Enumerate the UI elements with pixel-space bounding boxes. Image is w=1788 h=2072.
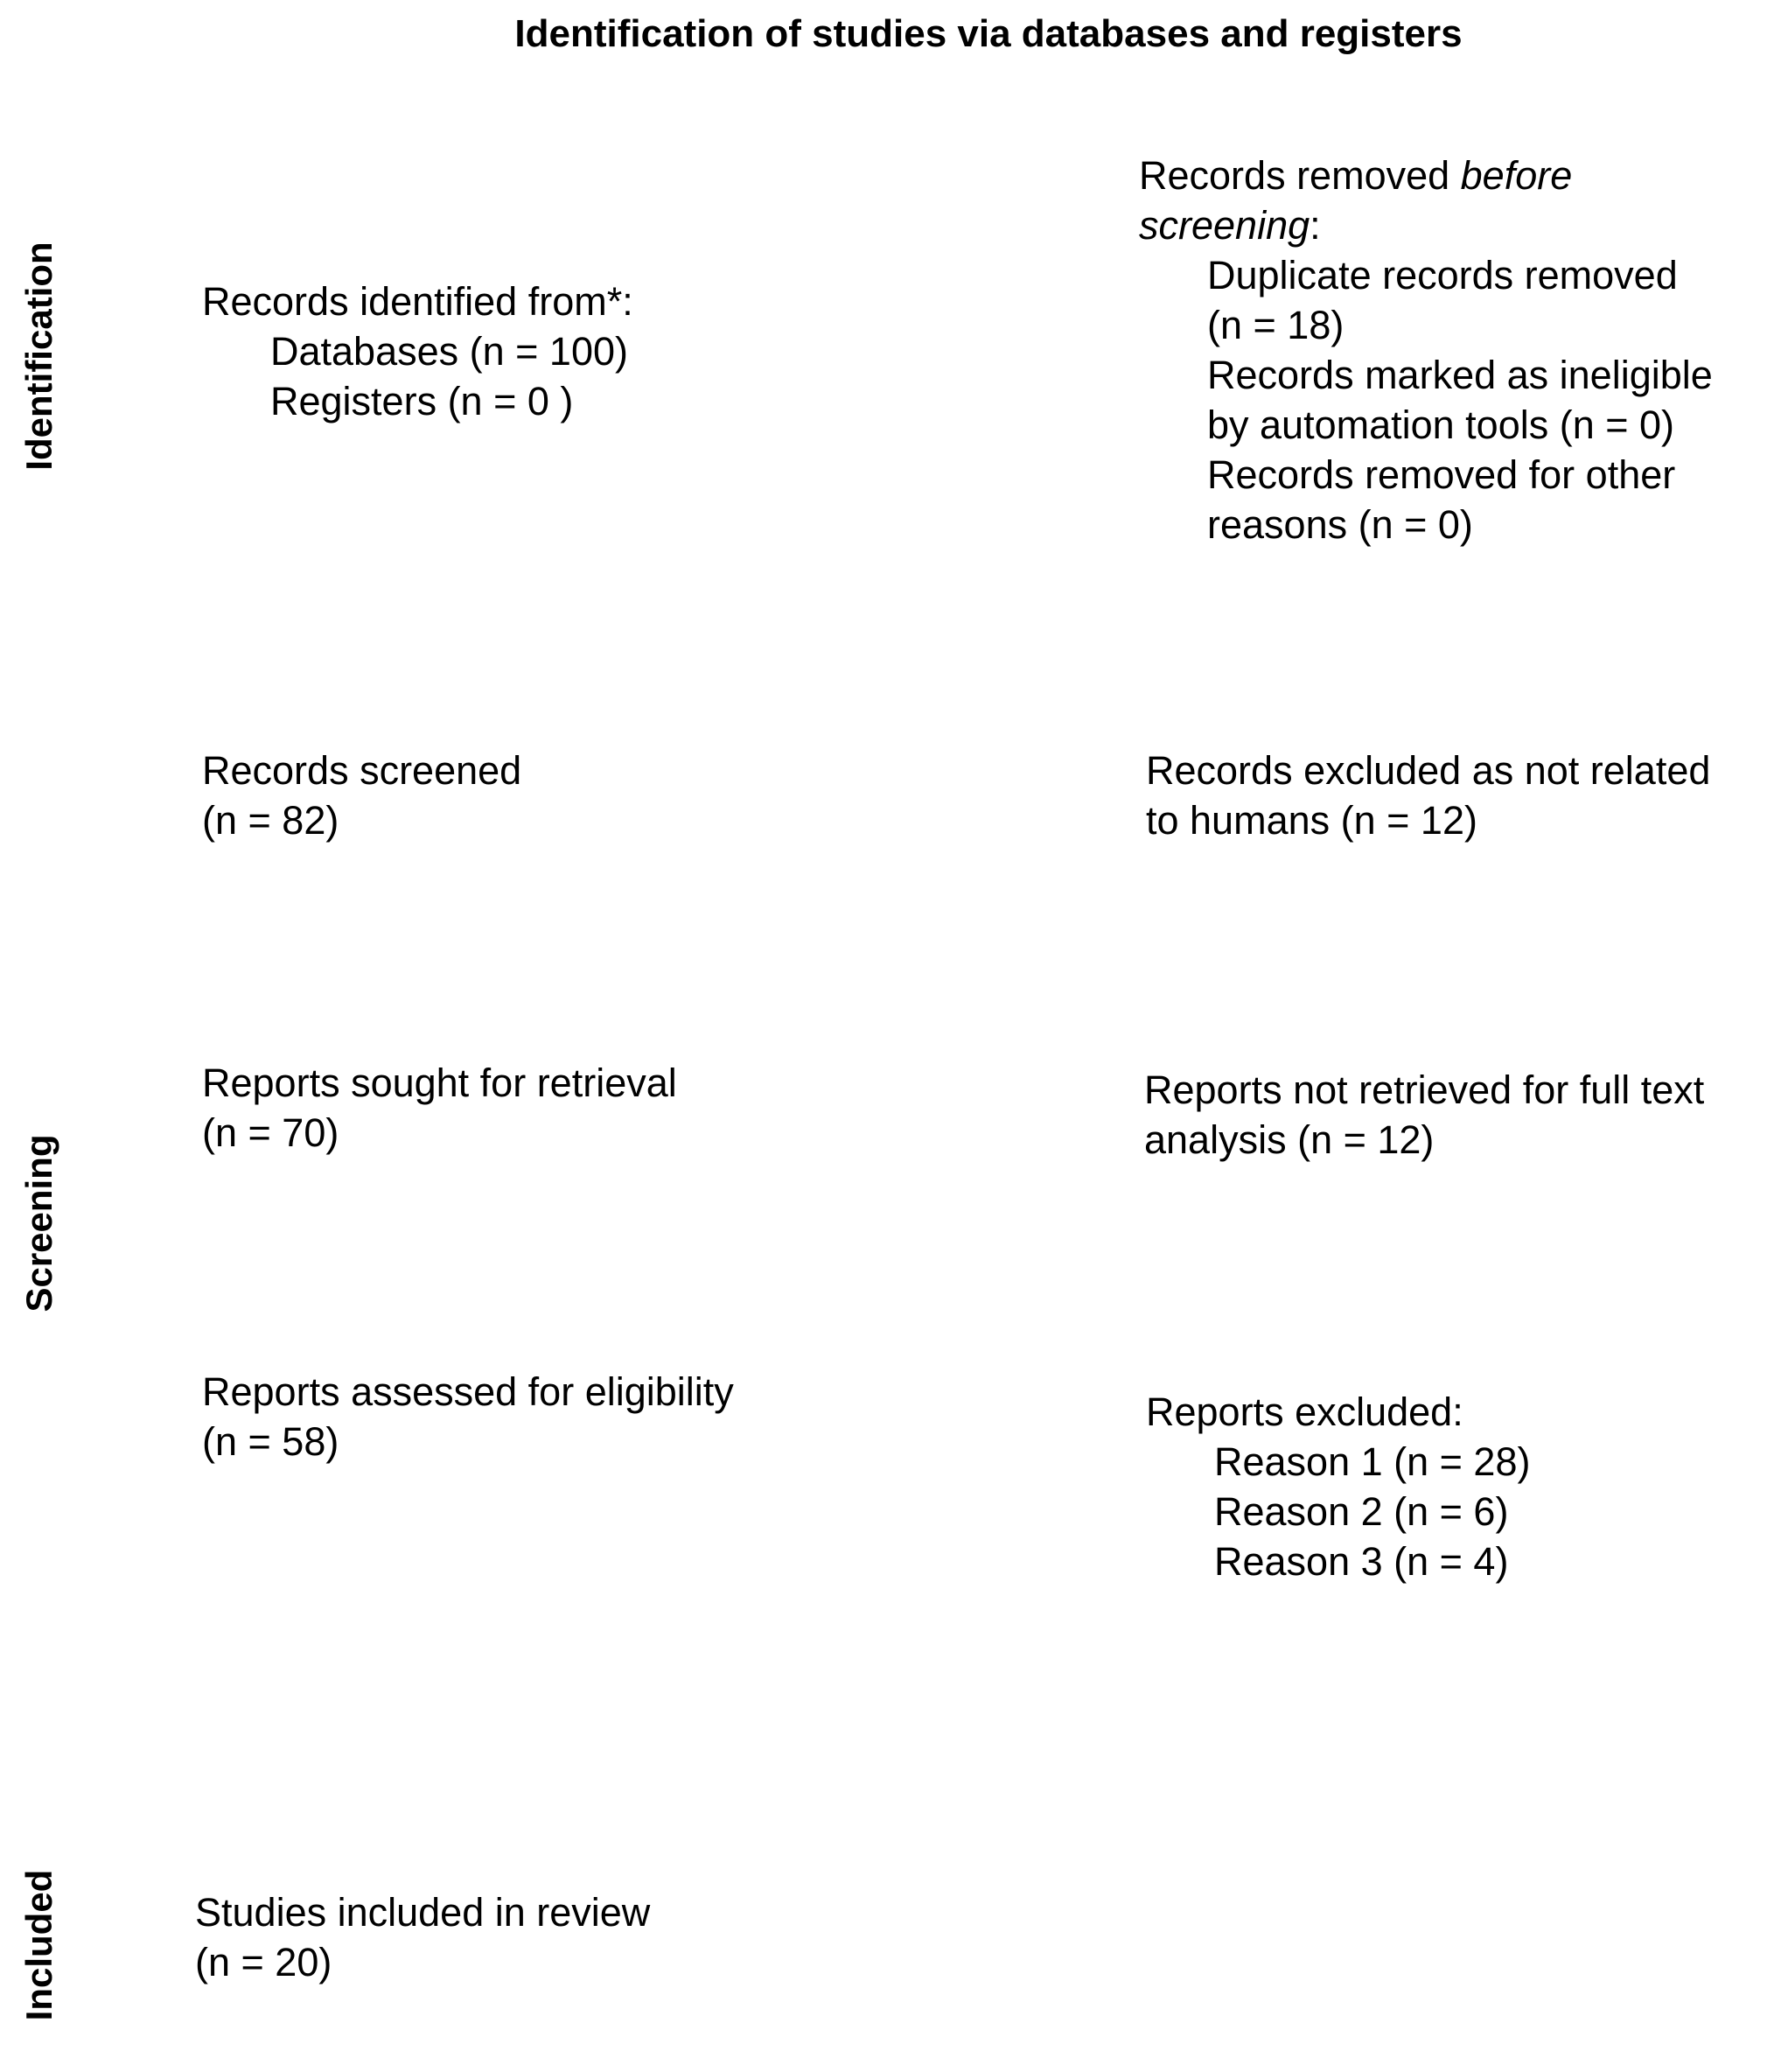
studies-included-box (195, 1887, 650, 1987)
reason-3: Reason 3 (n = 4) (1214, 1539, 1509, 1584)
duplicates-line-1: Duplicate records removed (1207, 253, 1678, 298)
records-identified-heading: Records identified from*: (202, 279, 633, 324)
not-retrieved-line-2: analysis (n = 12) (1144, 1117, 1435, 1162)
reason-2: Reason 2 (n = 6) (1214, 1489, 1509, 1534)
reports-excluded-heading: Reports excluded: (1146, 1390, 1463, 1434)
records-removed-box (1139, 150, 1713, 550)
heading-italic: before (1460, 153, 1573, 198)
studies-included-count: (n = 20) (195, 1940, 332, 1984)
records-identified-box (202, 276, 633, 426)
records-screened-count: (n = 82) (202, 798, 339, 843)
reports-not-retrieved-box (1144, 1065, 1704, 1165)
reports-sought-box (202, 1058, 677, 1158)
records-screened-box (202, 746, 521, 845)
phase-label-screening: Screening (18, 1134, 59, 1312)
studies-included-label: Studies included in review (195, 1890, 651, 1935)
other-line-2: reasons (n = 0) (1207, 502, 1473, 547)
records-excluded-line-2: to humans (n = 12) (1146, 798, 1477, 843)
reason-1: Reason 1 (n = 28) (1214, 1439, 1531, 1484)
reports-assessed-count: (n = 58) (202, 1419, 339, 1464)
other-line-1: Records removed for other (1207, 452, 1676, 497)
not-retrieved-line-1: Reports not retrieved for full text (1144, 1068, 1705, 1112)
phase-label-identification: Identification (18, 242, 59, 471)
reports-excluded-box (1146, 1387, 1530, 1586)
heading-text: Records removed (1139, 153, 1461, 198)
diagram-title: Identification of studies via databases and registers (514, 12, 1463, 55)
reports-sought-count: (n = 70) (202, 1110, 339, 1155)
reports-assessed-box (202, 1367, 734, 1466)
records-excluded-box (1146, 746, 1710, 845)
phase-label-included: Included (18, 1869, 59, 2021)
heading-italic: screening (1139, 203, 1310, 248)
ineligible-line-2: by automation tools (n = 0) (1207, 402, 1675, 447)
records-screened-label: Records screened (202, 748, 522, 793)
records-removed-heading-2 (1139, 200, 1713, 250)
registers-count: Registers (n = 0 ) (270, 379, 574, 424)
records-excluded-line-1: Records excluded as not related (1146, 748, 1711, 793)
duplicates-line-2: (n = 18) (1207, 303, 1344, 347)
heading-colon: : (1310, 203, 1321, 248)
reports-assessed-label: Reports assessed for eligibility (202, 1369, 734, 1414)
databases-count: Databases (n = 100) (270, 329, 628, 374)
reports-sought-label: Reports sought for retrieval (202, 1060, 677, 1105)
records-removed-heading (1139, 150, 1713, 200)
ineligible-line-1: Records marked as ineligible (1207, 353, 1713, 397)
